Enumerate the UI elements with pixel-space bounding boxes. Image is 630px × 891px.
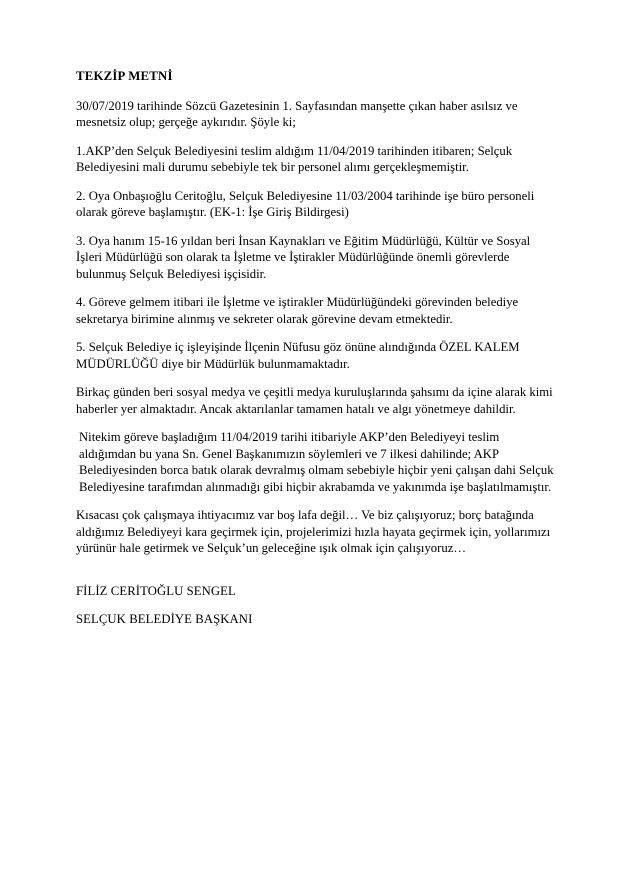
paragraph-item-1: 1.AKP’den Selçuk Belediyesini teslim aldığım 11/04/2019 tarihinden itibaren; Selçuk Belediyesini mali durumu sebebiyle tek bir personel alımı gerçekleşmemiştir. <box>76 143 513 174</box>
paragraph-closing: Kısacası çok çalışmaya ihtiyacımız var boş lafa değil… Ve biz çalışıyoruz; borç batağında aldığımız Belediyeyi kara geçirmek için, projelerimizi hızla hayata geçirmek için, yollarımızı yürünür hale getirmek ve Selçuk’un geleceğine ışık olmak için çalışıyoruz… <box>76 508 551 555</box>
paragraph-item-2: 2. Oya Onbaşıoğlu Ceritoğlu, Selçuk Belediyesine 11/03/2004 tarihinde işe büro personeli olarak göreve başlamıştır. (EK-1: İşe Giriş Bildirgesi) <box>76 188 535 219</box>
paragraph-item-4: 4. Göreve gelmem itibari ile İşletme ve iştirakler Müdürlüğündeki görevinden belediye sekretarya birimine alınmış ve sekreter olarak görevine devam etmektedir. <box>76 295 519 326</box>
signature-block <box>76 583 556 628</box>
document-content <box>76 68 556 640</box>
paragraph-media: Birkaç günden beri sosyal medya ve çeşitli medya kuruluşlarında şahsımı da içine alarak kimi haberler yer almaktadır. Ancak aktarılanlar tamamen hatalı ve algı yönetmeye dahildir. <box>76 385 553 416</box>
paragraph-item-3: 3. Oya hanım 15-16 yıldan beri İnsan Kaynakları ve Eğitim Müdürlüğü, Kültür ve Sosyal İşleri Müdürlüğü son olarak ta İşletme ve İştirakler Müdürlüğünde önemli görevlerde bulunmuş Selçuk Belediyesi işçisidir. <box>76 233 531 281</box>
paragraph-nitekim: Nitekim göreve başladığım 11/04/2019 tarihi itibariyle AKP’den Belediyeyi teslim aldığımdan bu yana Sn. Genel Başkanımızın söylemleri ve 7 ilkesi dahilinde; AKP Belediyesinden borca batık olarak devralmış olmam sebebiyle hiçbir yeni çalışan dahi Selçuk Belediyesine tarafımdan alınmadığı gibi hiçbir akrabamda ve yakınımda işe başlatılmamıştır. <box>79 430 554 494</box>
signature-title: SELÇUK BELEDİYE BAŞKANI <box>76 612 253 626</box>
document-title: TEKZİP METNİ <box>76 69 173 83</box>
signature-name: FİLİZ CERİTOĞLU SENGEL <box>76 583 236 598</box>
paragraph-intro: 30/07/2019 tarihinde Sözcü Gazetesinin 1. Sayfasından manşette çıkan haber asılsız ve mesnetsiz olup; gerçeğe aykırıdır. Şöyle ki; <box>76 98 518 129</box>
paragraph-item-5: 5. Selçuk Belediye iç işleyişinde İlçenin Nüfusu göz önüne alındığında ÖZEL KALEM MÜDÜRLÜĞÜ diye bir Müdürlük bulunmamaktadır. <box>76 340 520 371</box>
